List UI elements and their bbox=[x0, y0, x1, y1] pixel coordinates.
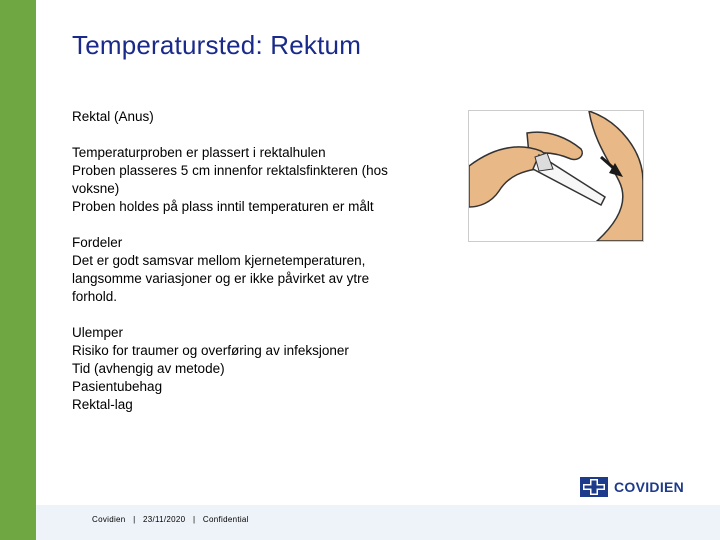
rectal-probe-illustration bbox=[468, 110, 644, 242]
intro-section bbox=[72, 108, 442, 216]
pros-line: Det er godt samsvar mellom kjernetemperaturen, bbox=[72, 253, 366, 268]
sidebar-stripe bbox=[0, 0, 36, 540]
footer-separator: | bbox=[133, 515, 136, 524]
footer-date: 23/11/2020 bbox=[142, 515, 186, 524]
cons-line: Rektal-lag bbox=[72, 397, 133, 412]
covidien-cross-icon bbox=[580, 477, 608, 497]
pros-line: langsomme variasjoner og er ikke påvirket av ytre bbox=[72, 271, 370, 286]
cons-line: Pasientubehag bbox=[72, 379, 163, 394]
intro-line: Proben plasseres 5 cm innenfor rektalsfinkteren (hos bbox=[72, 163, 388, 178]
pros-line: forhold. bbox=[72, 289, 118, 304]
pros-section bbox=[72, 234, 442, 306]
intro-line: Proben holdes på plass inntil temperaturen er målt bbox=[72, 199, 374, 214]
footer-classification: Confidential bbox=[202, 515, 249, 524]
cons-line: Tid (avhengig av metode) bbox=[72, 361, 225, 376]
intro-line: Temperaturproben er plassert i rektalhulen bbox=[72, 145, 326, 160]
pros-heading: Fordeler bbox=[72, 235, 123, 250]
footer-separator: | bbox=[192, 515, 196, 524]
footer bbox=[92, 515, 254, 524]
cons-line: Risiko for traumer og overføring av infeksjoner bbox=[72, 343, 349, 358]
cons-heading: Ulemper bbox=[72, 325, 124, 340]
subtitle: Rektal (Anus) bbox=[72, 109, 154, 124]
intro-line: voksne) bbox=[72, 181, 120, 196]
slide-title: Temperatursted: Rektum bbox=[72, 30, 362, 60]
probe-insertion-drawing bbox=[469, 111, 643, 241]
slide-body bbox=[72, 108, 442, 414]
covidien-logo bbox=[580, 476, 690, 498]
cons-section bbox=[72, 324, 442, 414]
footer-company: Covidien bbox=[92, 515, 126, 524]
logo-wordmark: COVIDIEN bbox=[614, 479, 685, 495]
